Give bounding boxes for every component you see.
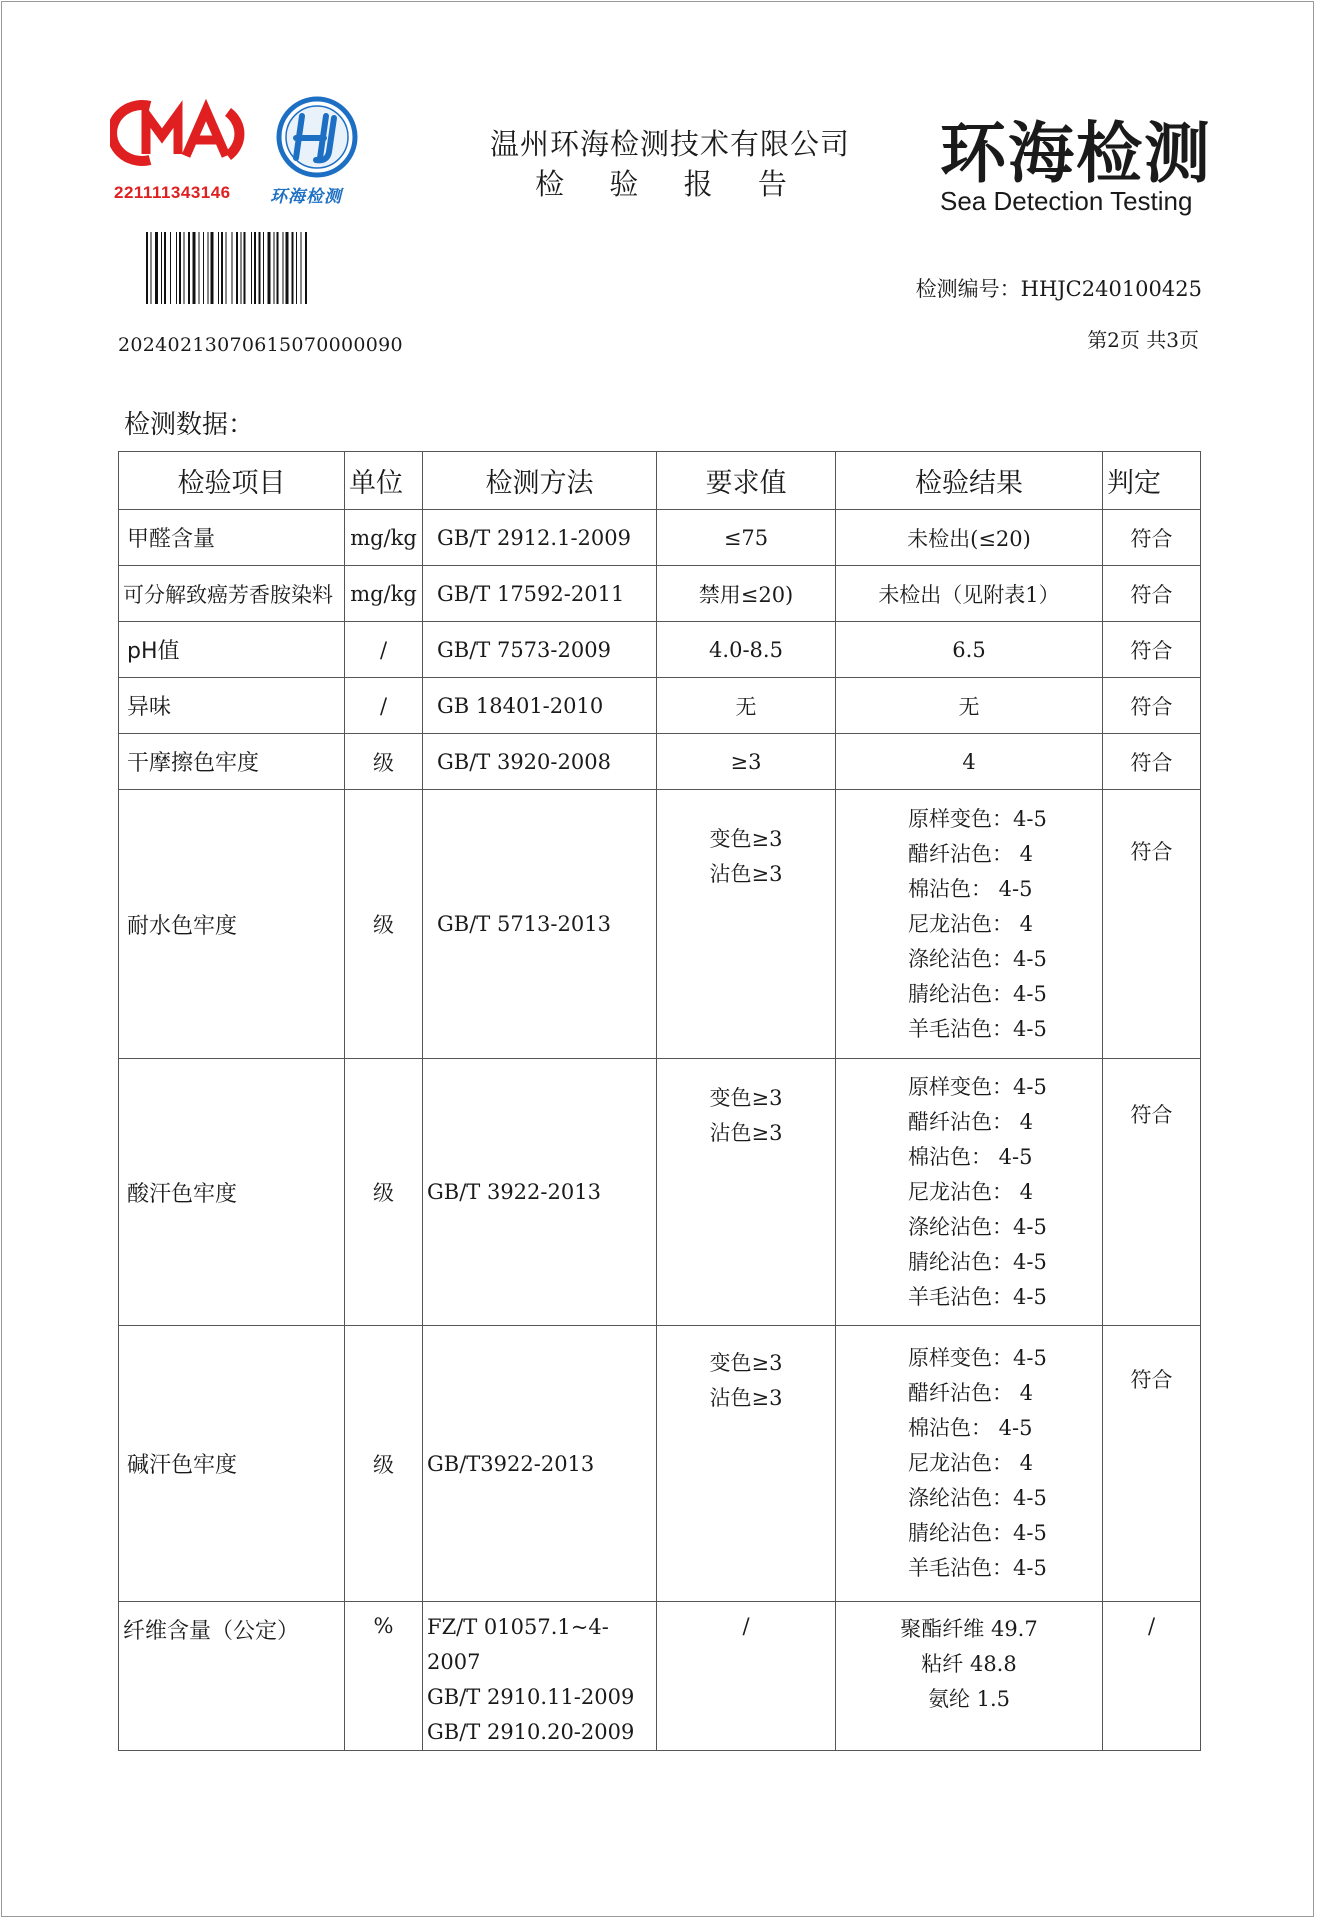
requirement-line: 沾色≥3 [709, 862, 783, 886]
table-row [119, 1326, 1201, 1602]
cell-result: 无 [836, 678, 1103, 734]
table-row [119, 1059, 1201, 1326]
result-line: 腈纶沾色：4-5 [908, 1249, 1047, 1274]
result-line: 腈纶沾色：4-5 [908, 1521, 1047, 1545]
cell-item: 酸汗色牢度 [119, 1059, 345, 1326]
barcode-bar [203, 232, 204, 304]
cell-requirement: ≥3 [657, 734, 836, 790]
cell-unit: / [345, 678, 423, 734]
barcode-bar [286, 232, 289, 304]
barcode-bar [199, 232, 200, 304]
result-line: 棉沾色： 4-5 [908, 1144, 1033, 1169]
barcode-bar [301, 232, 302, 304]
requirement-line: 变色≥3 [709, 827, 783, 851]
barcode-bar [164, 232, 166, 304]
method-line: FZ/T 01057.1~4-2007 [427, 1615, 609, 1674]
table-row [119, 734, 1201, 790]
table-header-row [119, 452, 1201, 510]
barcode-bar [263, 232, 264, 304]
barcode-bar [277, 232, 279, 304]
cell-method: GB/T 5713-2013 [423, 790, 657, 1059]
header-judgement: 判定 [1103, 452, 1201, 510]
result-line: 原样变色：4-5 [908, 1074, 1047, 1099]
barcode-number: 20240213070615070000090 [118, 334, 403, 356]
hj-logo-text: 环海检测 [270, 187, 342, 207]
barcode-bar [161, 232, 162, 304]
result-line: 原样变色：4-5 [908, 806, 1047, 831]
cell-method: GB/T 2912.1-2009 [423, 510, 657, 566]
cell-item: 异味 [119, 678, 345, 734]
barcode-bar [188, 232, 190, 304]
header-requirement: 要求值 [657, 452, 836, 510]
cell-judgement: 符合 [1103, 510, 1201, 566]
barcode-bar [244, 232, 246, 304]
cell-unit: 级 [345, 1326, 423, 1602]
result-line: 棉沾色： 4-5 [908, 1416, 1033, 1440]
barcode-bar [283, 232, 284, 304]
barcode-bar [146, 232, 148, 304]
table-row [119, 622, 1201, 678]
barcode-bar [211, 232, 214, 304]
result-line: 粘纤 48.8 [921, 1652, 1017, 1676]
header-item: 检验项目 [119, 452, 345, 510]
cell-unit: / [345, 622, 423, 678]
barcode [146, 232, 358, 304]
barcode-bar [236, 232, 238, 304]
header-method: 检测方法 [423, 452, 657, 510]
barcode-bar [184, 232, 185, 304]
result-line: 醋纤沾色： 4 [908, 841, 1034, 866]
result-line: 醋纤沾色： 4 [908, 1109, 1034, 1134]
cell-method: GB/T 17592-2011 [423, 566, 657, 622]
table-row [119, 790, 1201, 1059]
cell-result: 未检出(≤20) [836, 510, 1103, 566]
cell-item: 甲醛含量 [119, 510, 345, 566]
test-data-table [118, 451, 1201, 1751]
result-line: 聚酯纤维 49.7 [900, 1617, 1038, 1641]
header-result: 检验结果 [836, 452, 1103, 510]
company-name: 温州环海检测技术有限公司 [489, 127, 850, 161]
barcode-bar [226, 232, 227, 304]
cell-method: GB/T 3922-2013 [423, 1059, 657, 1326]
cell-item: 碱汗色牢度 [119, 1326, 345, 1602]
cell-judgement: 符合 [1103, 734, 1201, 790]
barcode-bar [170, 232, 171, 304]
brand-name-en: Sea Detection Testing [940, 186, 1193, 216]
section-title: 检测数据： [124, 410, 255, 440]
barcode-bar [296, 232, 297, 304]
cell-item: pH值 [119, 622, 345, 678]
cell-method: GB/T 3920-2008 [423, 734, 657, 790]
cell-requirement: 禁用≤20) [657, 566, 836, 622]
result-line: 尼龙沾色： 4 [908, 911, 1034, 936]
barcode-bar [155, 232, 158, 304]
cell-method: GB/T 7573-2009 [423, 622, 657, 678]
requirement-line: 沾色≥3 [709, 1121, 783, 1145]
cell-result [836, 1059, 1103, 1326]
result-line: 醋纤沾色： 4 [908, 1381, 1034, 1405]
report-number: 检测编号：HHJC240100425 [915, 277, 1202, 301]
barcode-bar [292, 232, 294, 304]
cell-judgement: 符合 [1103, 678, 1201, 734]
barcode-bar [274, 232, 275, 304]
barcode-bar [208, 232, 209, 304]
cell-requirement: 4.0-8.5 [657, 622, 836, 678]
cell-item: 纤维含量（公定） [119, 1602, 345, 1751]
method-line: GB/T 2910.11-2009 [427, 1685, 635, 1709]
cell-judgement: 符合 [1103, 622, 1201, 678]
cell-judgement: 符合 [1103, 1059, 1201, 1326]
cell-unit: 级 [345, 734, 423, 790]
cell-requirement: ≤75 [657, 510, 836, 566]
cma-number: 221111343146 [114, 183, 231, 202]
method-line: GB/T 2910.20-2009 [427, 1720, 635, 1744]
barcode-bar [268, 232, 271, 304]
barcode-bar [251, 232, 252, 304]
result-line: 羊毛沾色：4-5 [908, 1284, 1047, 1309]
barcode-bar [221, 232, 223, 304]
barcode-bar [193, 232, 196, 304]
cell-judgement: 符合 [1103, 566, 1201, 622]
result-line: 尼龙沾色： 4 [908, 1179, 1034, 1204]
hj-logo-icon [276, 96, 358, 178]
cell-requirement: 无 [657, 678, 836, 734]
result-line: 羊毛沾色：4-5 [908, 1556, 1047, 1580]
cell-unit: 级 [345, 1059, 423, 1326]
cell-requirement [657, 1326, 836, 1602]
barcode-bar [305, 232, 307, 304]
cell-method [423, 1602, 657, 1751]
barcode-bar [176, 232, 177, 304]
table-row [119, 566, 1201, 622]
result-line: 涤纶沾色：4-5 [908, 1214, 1047, 1239]
page-info: 第2页 共3页 [1087, 328, 1199, 352]
cell-item: 耐水色牢度 [119, 790, 345, 1059]
cell-unit: mg/kg [345, 510, 423, 566]
cell-requirement: / [657, 1602, 836, 1751]
cell-result: 4 [836, 734, 1103, 790]
header-unit: 单位 [345, 452, 423, 510]
report-title: 检 验 报 告 [535, 167, 805, 201]
result-line: 尼龙沾色： 4 [908, 1451, 1034, 1475]
result-line: 腈纶沾色：4-5 [908, 981, 1047, 1006]
cell-item: 干摩擦色牢度 [119, 734, 345, 790]
cell-result: 未检出（见附表1） [836, 566, 1103, 622]
result-line: 羊毛沾色：4-5 [908, 1016, 1047, 1041]
cell-unit: 级 [345, 790, 423, 1059]
cell-result [836, 1602, 1103, 1751]
cell-method: GB/T3922-2013 [423, 1326, 657, 1602]
result-line: 氨纶 1.5 [927, 1687, 1011, 1711]
requirement-line: 变色≥3 [709, 1086, 783, 1110]
result-line: 涤纶沾色：4-5 [908, 946, 1047, 971]
table-row [119, 678, 1201, 734]
requirement-line: 沾色≥3 [709, 1386, 783, 1410]
barcode-bar [218, 232, 219, 304]
requirement-line: 变色≥3 [709, 1351, 783, 1375]
barcode-bar [232, 232, 233, 304]
result-line: 原样变色：4-5 [908, 1346, 1047, 1370]
result-line: 棉沾色： 4-5 [908, 876, 1033, 901]
cell-judgement: 符合 [1103, 790, 1201, 1059]
brand-name-cn: 环海检测 [940, 115, 1212, 192]
cma-logo [110, 98, 250, 168]
cell-item: 可分解致癌芳香胺染料 [119, 566, 345, 622]
table-row [119, 510, 1201, 566]
cell-result [836, 1326, 1103, 1602]
cell-unit: % [345, 1602, 423, 1751]
barcode-bar [259, 232, 261, 304]
cell-judgement: 符合 [1103, 1326, 1201, 1602]
cell-requirement [657, 790, 836, 1059]
cell-unit: mg/kg [345, 566, 423, 622]
cell-result [836, 790, 1103, 1059]
barcode-bar [254, 232, 256, 304]
result-line: 涤纶沾色：4-5 [908, 1486, 1047, 1510]
cell-result: 6.5 [836, 622, 1103, 678]
cell-requirement [657, 1059, 836, 1326]
cell-method: GB 18401-2010 [423, 678, 657, 734]
barcode-bar [179, 232, 181, 304]
barcode-bar [151, 232, 152, 304]
barcode-bar [241, 232, 242, 304]
cell-judgement: / [1103, 1602, 1201, 1751]
table-row [119, 1602, 1201, 1751]
